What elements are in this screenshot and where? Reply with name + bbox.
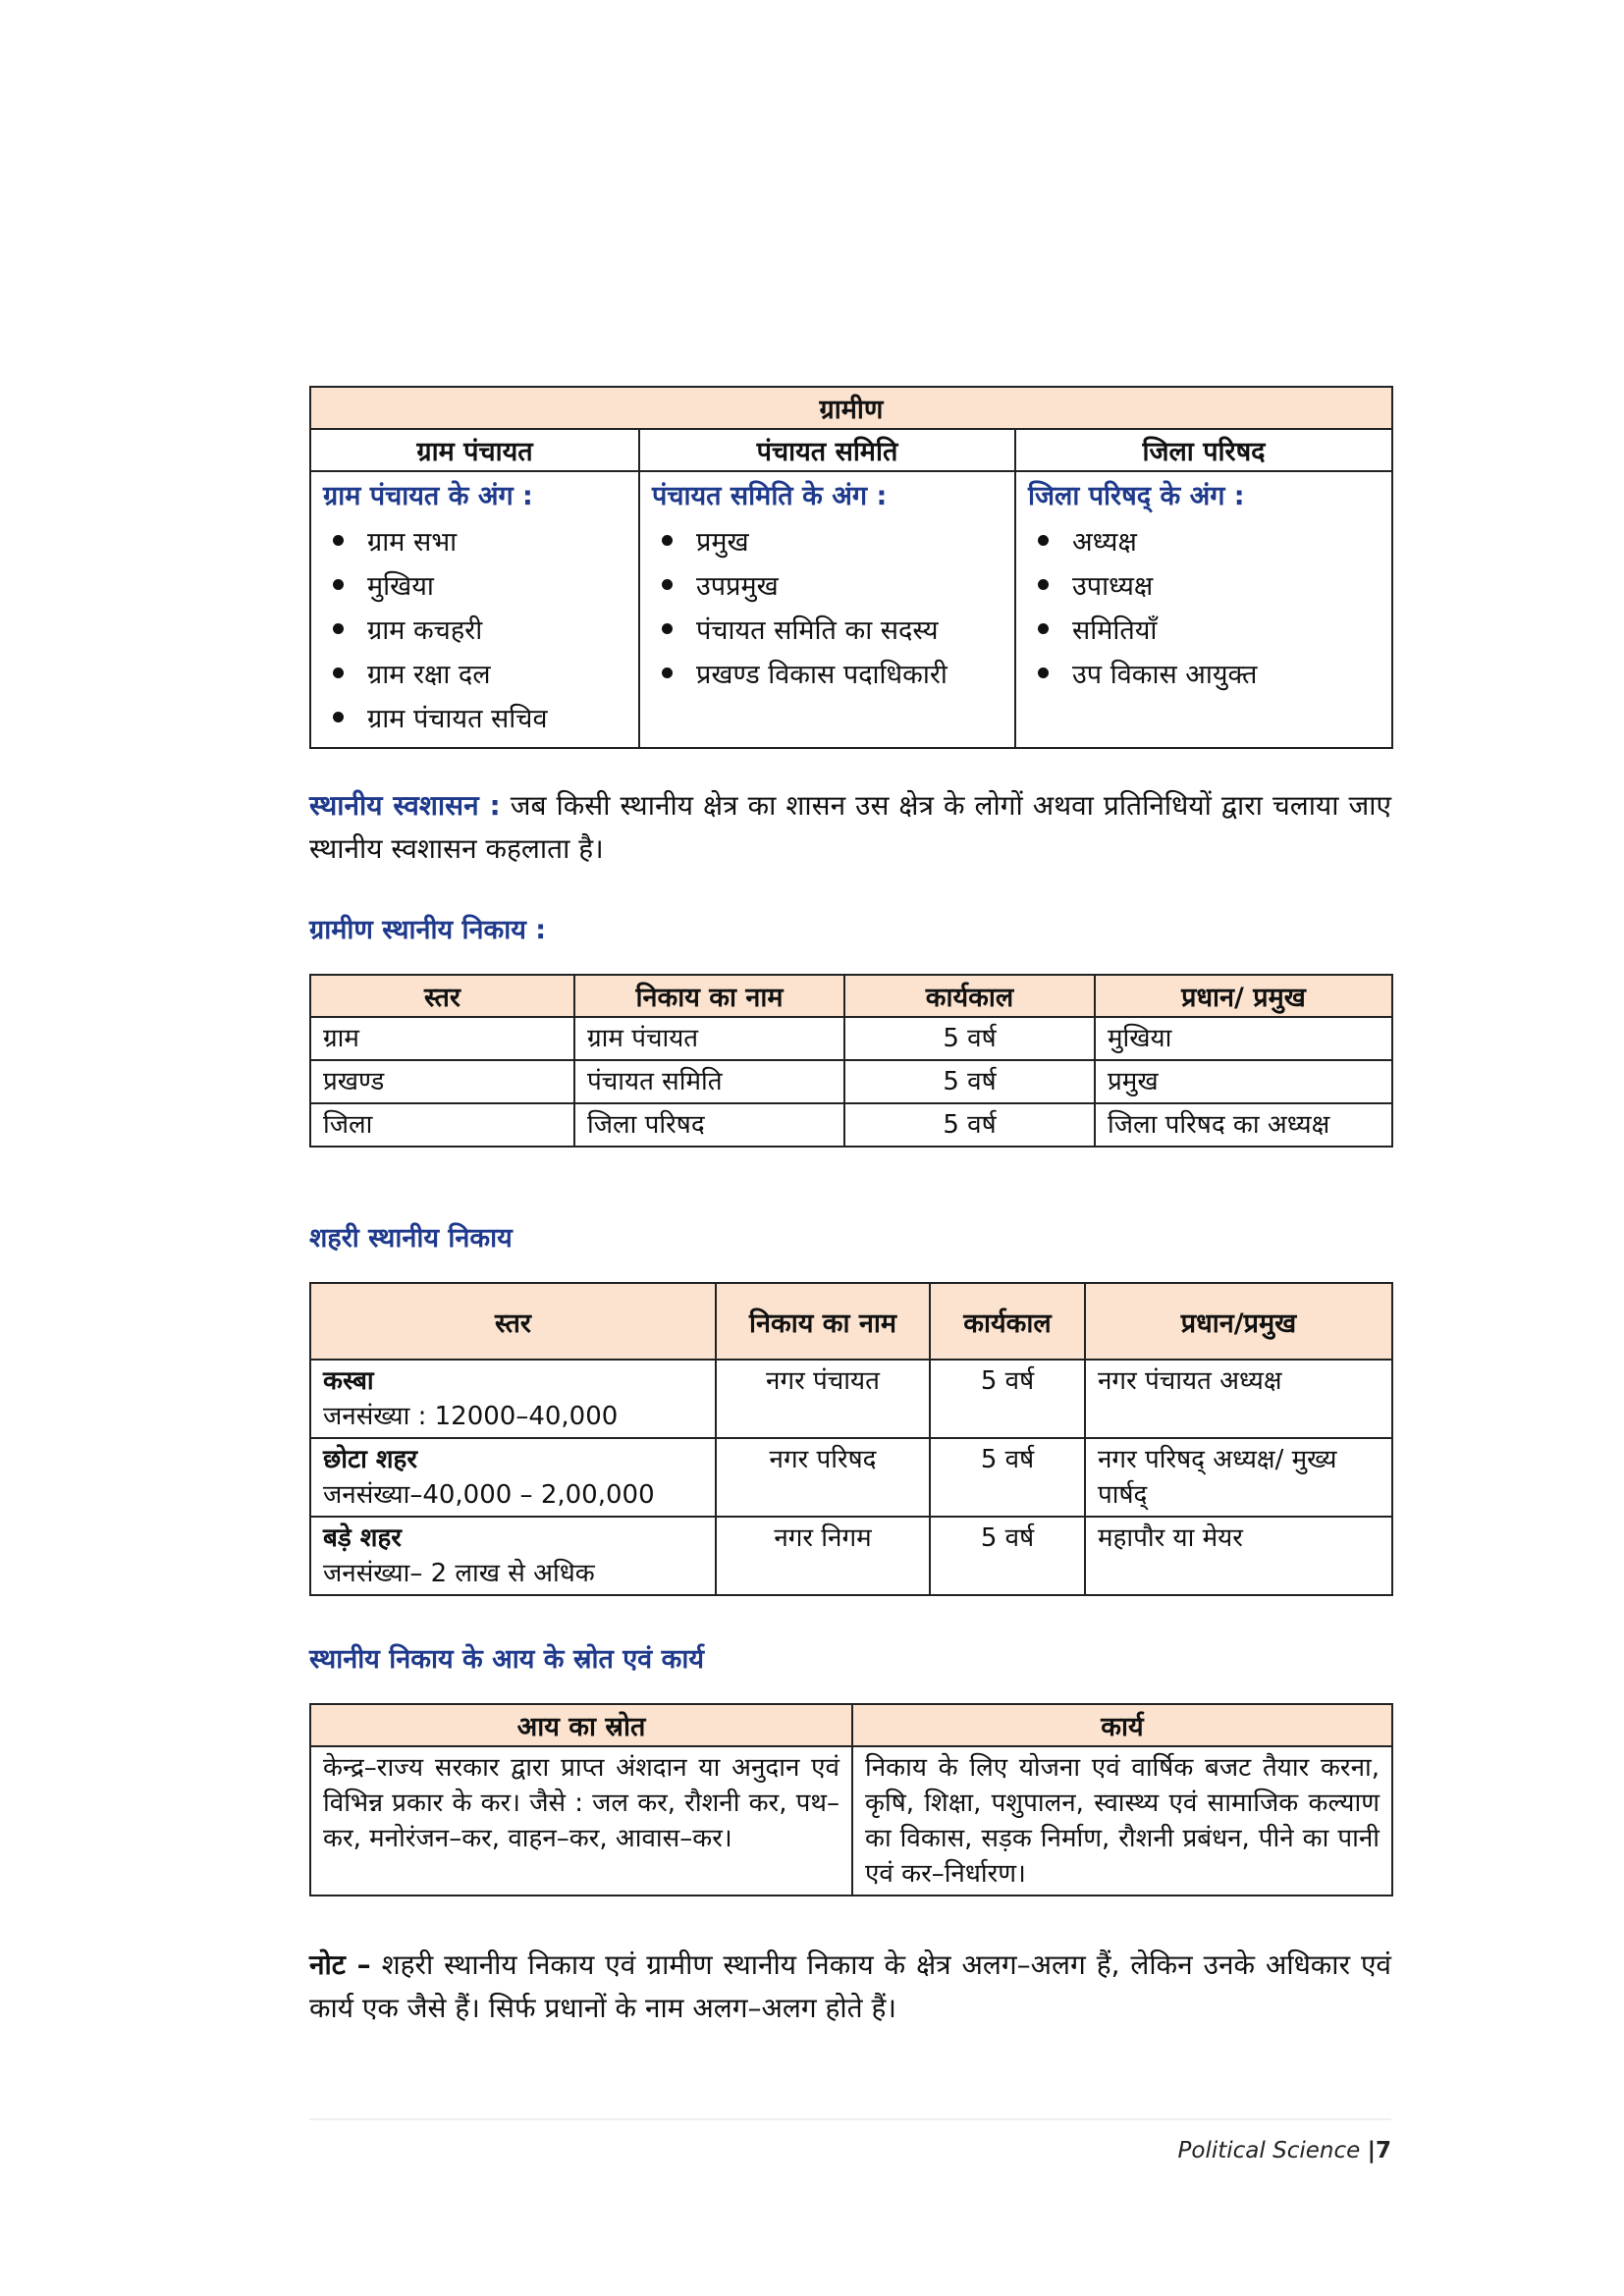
table-header: प्रधान/ प्रमुख	[1095, 975, 1392, 1017]
bullet-icon	[662, 535, 673, 546]
table-header: प्रधान/प्रमुख	[1085, 1283, 1392, 1360]
table-row: बड़े शहर जनसंख्या– 2 लाख से अधिक नगर निगम 5 वर्ष महापौर या मेयर	[310, 1517, 1392, 1595]
bullet-icon	[333, 579, 344, 590]
urban-bodies-heading: शहरी स्थानीय निकाय	[309, 1223, 513, 1254]
gram-panchayat-organs	[310, 471, 639, 748]
bullet-icon	[1038, 579, 1049, 590]
population: जनसंख्या–40,000 – 2,00,000	[323, 1480, 655, 1510]
col-heading-panchayat-samiti: पंचायत समिति	[639, 429, 1015, 471]
page-content	[309, 386, 1391, 2057]
col-heading-gram-panchayat: ग्राम पंचायत	[310, 429, 639, 471]
list-item: ग्राम रक्षा दल	[323, 651, 626, 695]
list-item: प्रमुख	[652, 518, 1002, 562]
bullet-icon	[1038, 535, 1049, 546]
zila-parishad-organs	[1015, 471, 1392, 748]
table-header: स्तर	[310, 975, 574, 1017]
level-name: बड़े शहर	[323, 1523, 402, 1553]
list-item: पंचायत समिति का सदस्य	[652, 607, 1002, 651]
bullet-icon	[662, 623, 673, 634]
col-heading-zila-parishad: जिला परिषद	[1015, 429, 1392, 471]
bullet-icon	[333, 667, 344, 678]
list-item: अध्यक्ष	[1028, 518, 1380, 562]
footer-subject: Political Science	[1177, 2138, 1361, 2163]
bullet-icon	[1038, 667, 1049, 678]
table-row: जिला जिला परिषद 5 वर्ष जिला परिषद का अध्यक्ष	[310, 1103, 1392, 1147]
self-gov-definition	[309, 784, 1391, 871]
level-name: कस्बा	[323, 1366, 374, 1396]
population: जनसंख्या– 2 लाख से अधिक	[323, 1559, 595, 1588]
income-work-text: निकाय के लिए योजना एवं वार्षिक बजट तैयार करना, कृषि, शिक्षा, पशुपालन, स्वास्थ्य एवं सामाजिक कल्याण का विकास, सड़क निर्माण, रौशनी प्रबंधन, पीने का पानी एवं कर–निर्धारण।	[852, 1746, 1392, 1896]
table-header: आय का स्रोत	[310, 1704, 852, 1746]
organs-title: पंचायत समिति के अंग :	[652, 481, 888, 511]
self-gov-term: स्थानीय स्वशासन :	[309, 789, 501, 822]
income-table	[309, 1703, 1393, 1896]
bullet-icon	[662, 667, 673, 678]
note-label: नोट –	[309, 1949, 371, 1981]
list-item: प्रखण्ड विकास पदाधिकारी	[652, 651, 1002, 695]
list-item: मुखिया	[323, 562, 626, 607]
table-header: कार्यकाल	[844, 975, 1095, 1017]
table-header: कार्यकाल	[930, 1283, 1085, 1360]
table-header: निकाय का नाम	[574, 975, 844, 1017]
list-item: ग्राम कचहरी	[323, 607, 626, 651]
list-item: उपाध्यक्ष	[1028, 562, 1380, 607]
bullet-icon	[333, 535, 344, 546]
table-header: निकाय का नाम	[716, 1283, 930, 1360]
rural-structure-table	[309, 386, 1393, 749]
list-item: उप विकास आयुक्त	[1028, 651, 1380, 695]
urban-bodies-table	[309, 1282, 1393, 1596]
bullet-icon	[662, 579, 673, 590]
table-header: कार्य	[852, 1704, 1392, 1746]
organs-title: ग्राम पंचायत के अंग :	[323, 481, 533, 511]
rural-bodies-heading: ग्रामीण स्थानीय निकाय :	[309, 915, 547, 945]
self-gov-text: जब किसी स्थानीय क्षेत्र का शासन उस क्षेत्र के लोगों अथवा प्रतिनिधियों द्वारा चलाया जाए स्थानीय स्वशासन कहलाता है।	[309, 789, 1391, 865]
list-item: समितियाँ	[1028, 607, 1380, 651]
page-number: 7	[1375, 2138, 1391, 2163]
table-row: कस्बा जनसंख्या : 12000–40,000 नगर पंचायत 5 वर्ष नगर पंचायत अध्यक्ष	[310, 1360, 1392, 1438]
bullet-icon	[333, 623, 344, 634]
table-row: छोटा शहर जनसंख्या–40,000 – 2,00,000 नगर परिषद 5 वर्ष नगर परिषद् अध्यक्ष/ मुख्य पार्षद्	[310, 1438, 1392, 1517]
panchayat-samiti-organs	[639, 471, 1015, 748]
table-header: स्तर	[310, 1283, 716, 1360]
list-item: ग्राम सभा	[323, 518, 626, 562]
list-item: उपप्रमुख	[652, 562, 1002, 607]
table-row: प्रखण्ड पंचायत समिति 5 वर्ष प्रमुख	[310, 1060, 1392, 1103]
bullet-icon	[333, 712, 344, 722]
note-text: शहरी स्थानीय निकाय एवं ग्रामीण स्थानीय निकाय के क्षेत्र अलग–अलग हैं, लेकिन उनके अधिकार एवं कार्य एक जैसे हैं। सिर्फ प्रधानों के नाम अलग–अलग होते हैं।	[309, 1949, 1391, 2024]
list-item: ग्राम पंचायत सचिव	[323, 695, 626, 739]
organs-title: जिला परिषद् के अंग :	[1028, 481, 1245, 511]
population: जनसंख्या : 12000–40,000	[323, 1402, 619, 1431]
level-name: छोटा शहर	[323, 1445, 417, 1474]
rural-table-title: ग्रामीण	[310, 387, 1392, 429]
table-row: ग्राम ग्राम पंचायत 5 वर्ष मुखिया	[310, 1017, 1392, 1060]
footer-separator: |	[1367, 2138, 1376, 2163]
income-source-text: केन्द्र–राज्य सरकार द्वारा प्राप्त अंशदान या अनुदान एवं विभिन्न प्रकार के कर। जैसे : जल कर, रौशनी कर, पथ–कर, मनोरंजन–कर, वाहन–कर, आवास–कर।	[310, 1746, 852, 1896]
note-paragraph	[309, 1944, 1391, 2030]
bullet-icon	[1038, 623, 1049, 634]
page-footer	[309, 2118, 1391, 2163]
table-row	[310, 1746, 1392, 1896]
income-heading: स्थानीय निकाय के आय के स्रोत एवं कार्य	[309, 1644, 704, 1675]
rural-bodies-table	[309, 974, 1393, 1148]
